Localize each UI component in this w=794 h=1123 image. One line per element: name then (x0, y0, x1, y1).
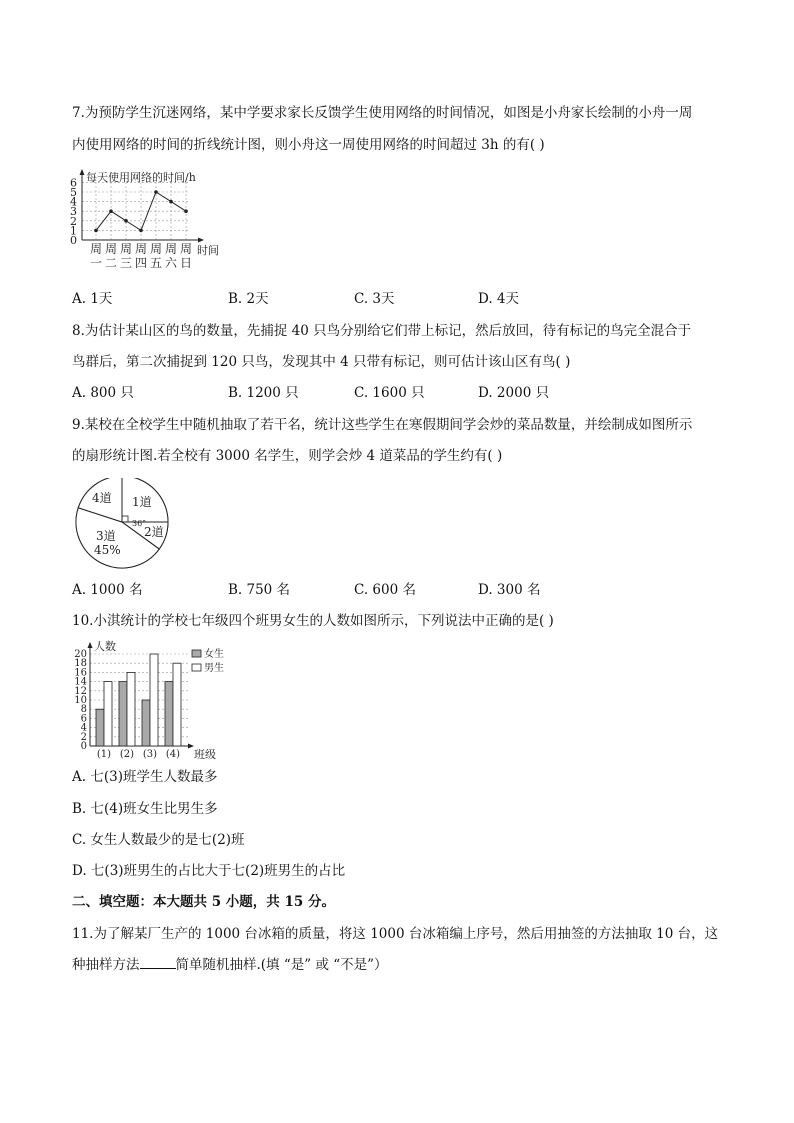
q10-x-tick-label: (4) (165, 749, 181, 760)
q9-option-c[interactable]: C. 600 名 (354, 582, 416, 598)
q7-line-chart (68, 168, 228, 274)
q7-stem-line1: 7.为预防学生沉迷网络，某中学要求家长反馈学生使用网络的时间情况，如图是小舟家长绘制的小舟一周 (72, 105, 693, 121)
q7-y-tick-label: 3 (70, 205, 77, 219)
q7-x-tick-label-bottom: 五 (149, 256, 163, 270)
q10-bar (142, 700, 150, 746)
q11-stem-line2 (72, 956, 388, 974)
q10-legend-swatch-male (192, 664, 201, 671)
q7-y-tick-label: 1 (70, 224, 77, 238)
q7-data-point (184, 209, 188, 213)
q7-x-tick-label-bottom: 四 (134, 256, 148, 270)
q10-y-arrow (88, 642, 93, 648)
q7-x-tick-label-top: 周 (119, 242, 133, 256)
q10-bar (173, 663, 181, 746)
q10-x-tick-label: (3) (142, 749, 158, 760)
q10-bar (119, 682, 127, 746)
q7-y-tick-label: 0 (70, 234, 77, 247)
q10-y-tick-label: 2 (80, 731, 87, 743)
q7-option-d[interactable]: D. 4天 (478, 291, 520, 307)
q10-bar (150, 654, 158, 746)
q10-bar (127, 672, 135, 746)
q10-y-tick-label: 14 (74, 676, 87, 688)
q10-stem: 10.小淇统计的学校七年级四个班男女生的人数如图所示，下列说法中正确的是( ) (72, 613, 554, 629)
q9-annotation-45pct: 45% (94, 543, 121, 557)
q7-stem-line2: 内使用网络的时间的折线统计图，则小舟这一周使用网络的时间超过 3h 的有( ) (72, 137, 545, 153)
q7-x-arrow (198, 238, 204, 243)
q9-label-4dao: 4道 (92, 491, 112, 505)
q7-y-tick-label: 5 (70, 186, 77, 199)
q10-x-tick-label: (2) (119, 749, 135, 760)
q8-option-b[interactable]: B. 1200 只 (228, 385, 299, 401)
q7-y-axis-label: 每天使用网络的时间/h (86, 171, 196, 184)
q7-x-tick-label-bottom: 日 (179, 256, 193, 270)
q11-text-a: 种抽样方法 (72, 957, 140, 973)
q7-data-point (109, 209, 113, 213)
q10-bar (96, 709, 104, 746)
q10-legend-label-male: 男生 (204, 663, 224, 674)
q7-data-point (139, 229, 143, 233)
q7-x-tick-label-top: 周 (134, 242, 148, 256)
q10-y-tick-label: 4 (80, 722, 87, 734)
q10-legend-swatch-female (192, 650, 201, 657)
q9-option-d[interactable]: D. 300 名 (478, 582, 541, 598)
q9-pie-chart (70, 478, 174, 576)
q10-y-tick-label: 20 (74, 649, 87, 660)
q7-y-arrow (80, 169, 85, 175)
q7-y-tick-label: 6 (70, 176, 77, 190)
q10-y-tick-label: 18 (74, 658, 87, 670)
q10-option-c[interactable]: C. 女生人数最少的是七(2)班 (72, 832, 245, 848)
q10-bar (104, 682, 112, 746)
q8-stem-line1: 8.为估计某山区的鸟的数量，先捕捉 40 只鸟分别给它们带上标记，然后放回，待有标记的鸟完全混合于 (72, 323, 692, 339)
q7-x-axis-label: 时间 (197, 244, 219, 257)
q11-text-b: 简单随机抽样.(填 “是” 或 “不是”） (175, 957, 388, 973)
q7-option-b[interactable]: B. 2天 (228, 291, 269, 307)
q7-x-tick-label-top: 周 (179, 242, 193, 256)
q7-option-a[interactable]: A. 1天 (72, 291, 113, 307)
q10-option-a[interactable]: A. 七(3)班学生人数最多 (72, 769, 218, 785)
q7-x-tick-label-bottom: 二 (104, 256, 118, 270)
q7-x-tick-label-top: 周 (89, 242, 103, 256)
q10-x-tick-label: (1) (96, 749, 112, 760)
q7-x-tick-label-top: 周 (104, 242, 118, 256)
q7-data-point (169, 200, 173, 204)
q8-option-d[interactable]: D. 2000 只 (478, 385, 550, 401)
q10-y-tick-label: 0 (80, 741, 87, 752)
section2-title: 二、填空题：本大题共 5 小题，共 15 分。 (72, 894, 335, 910)
q7-x-tick-label-top: 周 (164, 242, 178, 256)
q8-option-a[interactable]: A. 800 只 (72, 385, 134, 401)
q10-x-axis-label: 班级 (194, 748, 216, 761)
q8-option-c[interactable]: C. 1600 只 (354, 385, 425, 401)
q7-y-tick-label: 4 (70, 195, 77, 209)
q10-option-b[interactable]: B. 七(4)班女生比男生多 (72, 801, 218, 817)
q9-stem-line1: 9.某校在全校学生中随机抽取了若干名，统计这些学生在寒假期间学会炒的菜品数量，并绘制成如图所示 (72, 417, 693, 433)
q7-x-tick-label-bottom: 一 (89, 256, 103, 270)
q9-label-1dao: 1道 (132, 495, 152, 509)
q10-y-tick-label: 10 (74, 695, 87, 706)
q7-x-tick-label-bottom: 六 (164, 256, 178, 270)
q7-option-c[interactable]: C. 3天 (354, 291, 395, 307)
q10-y-tick-label: 16 (74, 667, 87, 679)
q7-y-tick-label: 2 (70, 214, 77, 228)
q9-stem-line2: 的扇形统计图.若全校有 3000 名学生，则学会炒 4 道菜品的学生约有( ) (72, 448, 503, 464)
q7-x-tick-label-bottom: 三 (119, 256, 133, 270)
q10-bar (165, 682, 173, 746)
q10-y-axis-label: 人数 (94, 640, 116, 653)
q9-option-a[interactable]: A. 1000 名 (72, 582, 143, 598)
q10-option-d[interactable]: D. 七(3)班男生的占比大于七(2)班男生的占比 (72, 863, 346, 879)
q11-answer-blank[interactable] (140, 956, 176, 969)
q10-bar-chart (70, 638, 230, 762)
q10-y-tick-label: 6 (80, 713, 87, 725)
q8-stem-line2: 鸟群后，第二次捕捉到 120 只鸟，发现其中 4 只带有标记，则可估计该山区有鸟( ) (72, 354, 571, 370)
q7-data-point (154, 190, 158, 194)
q10-legend-label-female: 女生 (204, 649, 224, 660)
q7-x-tick-label-top: 周 (149, 242, 163, 256)
q9-label-2dao: 2道 (144, 525, 164, 539)
q9-annotation-36deg: 36° (132, 519, 147, 528)
q7-data-point (124, 219, 128, 223)
q9-label-3dao: 3道 (96, 529, 116, 543)
q9-option-b[interactable]: B. 750 名 (228, 582, 291, 598)
q11-stem-line1: 11.为了解某厂生产的 1000 台冰箱的质量，将这 1000 台冰箱编上序号，然后用抽签的方法抽取 10 台，这 (72, 926, 719, 942)
q7-data-point (94, 229, 98, 233)
q10-y-tick-label: 8 (80, 704, 87, 716)
q10-y-tick-label: 12 (74, 685, 87, 697)
